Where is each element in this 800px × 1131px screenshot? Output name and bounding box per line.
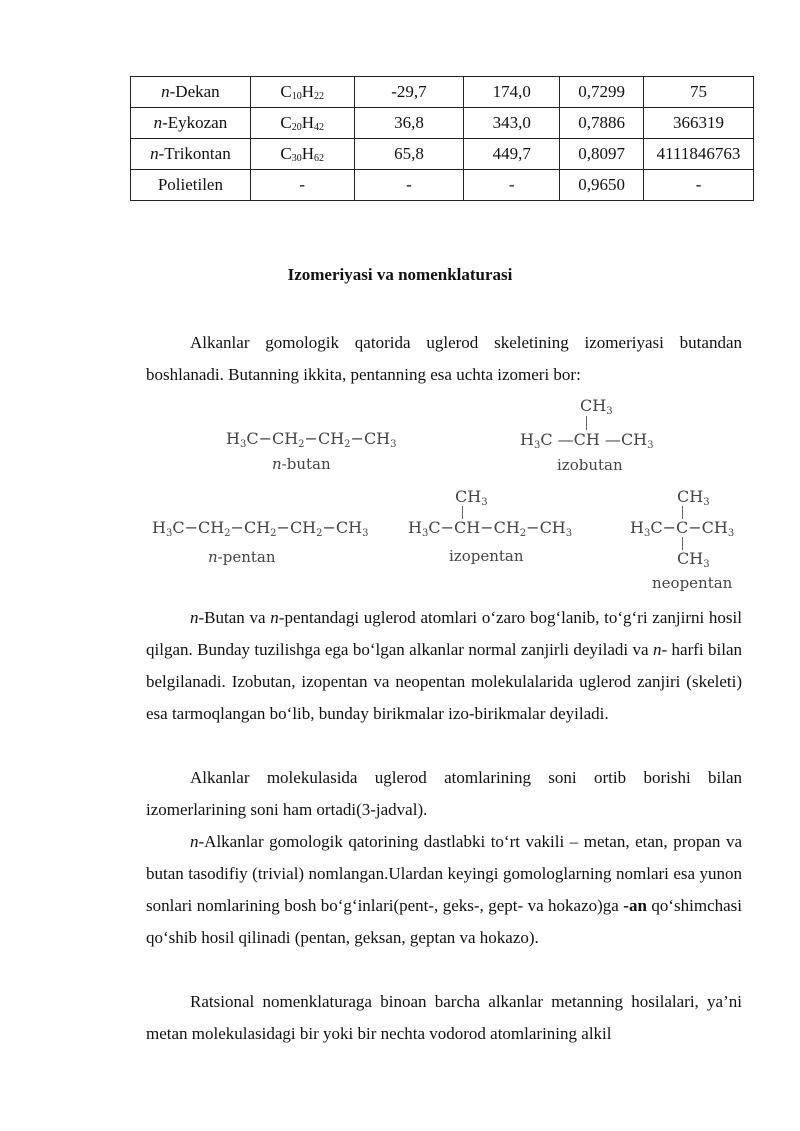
n-pentan-label: n-pentan xyxy=(208,548,276,566)
table-row xyxy=(131,108,754,139)
table-cell-isomers: - xyxy=(644,170,754,201)
neopentan-label: neopentan xyxy=(652,574,733,592)
paragraph-naming: n-Alkanlar gomologik qatorining dastlabki to‘rt vakili – metan, etan, propan va butan tasodifiy (trivial) nomlangan.Ulardan keyingi gomologlarning nomlari esa yunon sonlari nomlarining bosh bo‘g‘inlari(pent-, geks-, gept- va hokazo)ga -an qo‘shimchasi qo‘shib hosil qilinadi (pentan, geksan, geptan va hokazo). xyxy=(146,832,743,947)
paragraph-intro: Alkanlar gomologik qatorida uglerod skeletining izomeriyasi butandan boshlanadi. Butanning ikkita, pentanning esa uchta izomeri bor: xyxy=(146,333,742,384)
table-cell-formula: - xyxy=(250,170,354,201)
table-cell-formula: $C_{20}H_{42}$ xyxy=(250,108,354,139)
table-cell-density: 0,7886 xyxy=(560,108,644,139)
izobutan-bond xyxy=(586,416,587,430)
table-cell-melt: - xyxy=(354,170,464,201)
table-row xyxy=(131,170,754,201)
table-cell-isomers: 4111846763 xyxy=(644,139,754,170)
table-cell-name: Polietilen xyxy=(131,170,251,201)
neopentan-structure: $H_3C-C-CH_3$ xyxy=(630,518,735,539)
n-butan-structure: $H_3C-CH_2-CH_2-CH_3$ xyxy=(226,429,397,450)
izobutan-branch: $CH_3$ xyxy=(580,396,613,417)
section-title: Izomeriyasi va nomenklaturasi xyxy=(287,265,513,284)
table-cell-melt: 65,8 xyxy=(354,139,464,170)
neopentan-branch-top: $CH_3$ xyxy=(677,487,710,508)
izobutan-label: izobutan xyxy=(557,456,623,474)
neopentan-branch-bottom: $CH_3$ xyxy=(677,549,710,570)
table-cell-isomers: 366319 xyxy=(644,108,754,139)
table-cell-name: n-Dekan xyxy=(131,77,251,108)
table-cell-boil: 343,0 xyxy=(464,108,560,139)
table-cell-formula: $C_{30}H_{62}$ xyxy=(250,139,354,170)
n-butan-label: n-butan xyxy=(272,455,331,473)
paragraph-rational-nomenclature: Ratsional nomenklaturaga binoan barcha alkanlar metanning hosilalari, ya’ni metan molekulasidagi bir yoki bir nechta vodorod atomlarining alkil xyxy=(146,992,742,1043)
table-cell-melt: -29,7 xyxy=(354,77,464,108)
table-cell-isomers: 75 xyxy=(644,77,754,108)
izopentan-label: izopentan xyxy=(449,547,524,565)
table-cell-boil: 174,0 xyxy=(464,77,560,108)
table-cell-formula: $C_{10}H_{22}$ xyxy=(250,77,354,108)
table-cell-melt: 36,8 xyxy=(354,108,464,139)
table-cell-name: n-Eykozan xyxy=(131,108,251,139)
izobutan-structure: $H_3C$ —CH $—CH_3$ xyxy=(520,430,654,451)
table-row xyxy=(131,77,754,108)
table-cell-boil: 449,7 xyxy=(464,139,560,170)
izopentan-structure: $H_3C-CH-CH_2-CH_3$ xyxy=(408,518,573,539)
table-cell-density: 0,7299 xyxy=(560,77,644,108)
properties-table xyxy=(130,76,754,201)
table-row xyxy=(131,139,754,170)
table-cell-name: n-Trikontan xyxy=(131,139,251,170)
table-cell-boil: - xyxy=(464,170,560,201)
paragraph-isomer-count: Alkanlar molekulasida uglerod atomlarining soni ortib borishi bilan izomerlarining soni ham ortadi(3-jadval). xyxy=(146,768,742,819)
izopentan-branch: $CH_3$ xyxy=(455,487,488,508)
paragraph-normal-chain: n-Butan va n-pentandagi uglerod atomlari o‘zaro bog‘lanib, to‘g‘ri zanjirni hosil qilgan. Bunday tuzilishga ega bo‘lgan alkanlar normal zanjirli deyiladi va n- harfi bilan belgilanadi. Izobutan, izopentan va neopentan molekulalarida uglerod zanjiri (skeleti) esa tarmoqlangan bo‘lib, bunday birikmalar izo-birikmalar deyiladi. xyxy=(146,608,743,723)
table-cell-density: 0,9650 xyxy=(560,170,644,201)
table-cell-density: 0,8097 xyxy=(560,139,644,170)
n-pentan-structure: $H_3C-CH_2-CH_2-CH_2-CH_3$ xyxy=(152,518,369,539)
